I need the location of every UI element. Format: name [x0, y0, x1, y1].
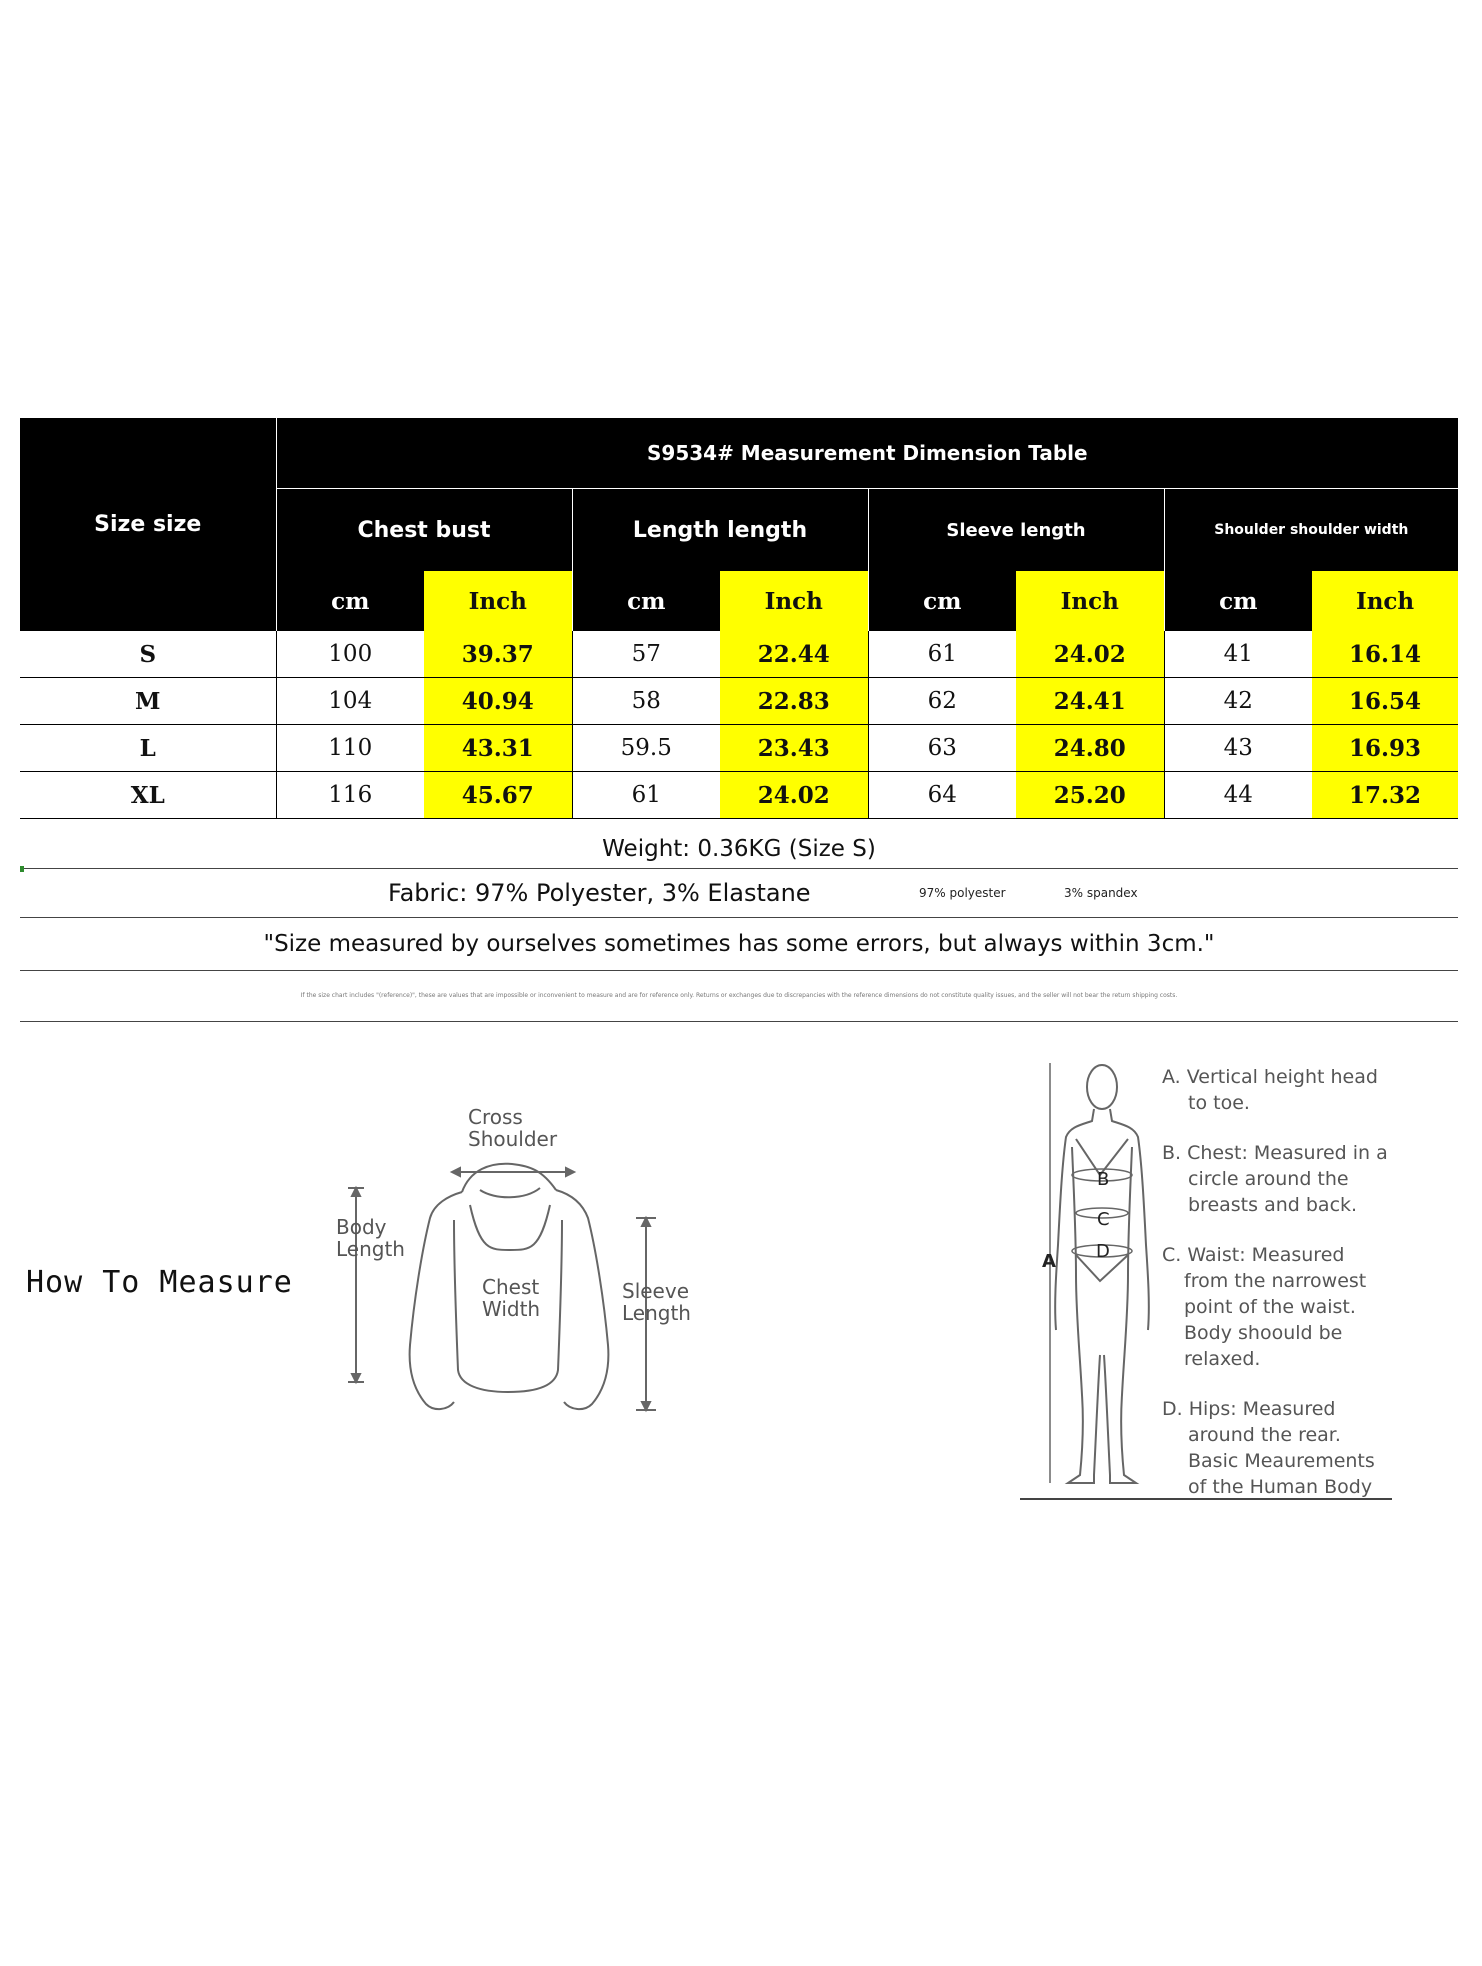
chest-inch-cell: 43.31: [424, 725, 572, 772]
unit-cm-header: cm: [1164, 571, 1312, 631]
fabric-polyester-note: 97% polyester: [919, 886, 1006, 900]
legend-b-line-3: breasts and back.: [1188, 1194, 1358, 1216]
unit-inch-header: Inch: [720, 571, 868, 631]
unit-cm-header: cm: [276, 571, 424, 631]
chest-cm-cell: 116: [276, 772, 424, 819]
size-label: S: [20, 631, 276, 678]
legend-a-line-1: A. Vertical height head: [1162, 1066, 1378, 1088]
body-length-label-2: Length: [336, 1237, 405, 1261]
shoulder-inch-cell: 16.93: [1312, 725, 1458, 772]
human-figure-outline: [1055, 1065, 1149, 1483]
size-column-header: Size size: [20, 418, 276, 631]
cross-shoulder-label-1: Cross: [468, 1105, 523, 1129]
marker-a: A: [1042, 1251, 1056, 1272]
marker-b: B: [1097, 1169, 1110, 1190]
marker-d: D: [1096, 1241, 1110, 1262]
body-measurement-diagram: [1010, 1055, 1160, 1495]
chest-width-label-2: Width: [482, 1297, 541, 1321]
chest-cm-cell: 104: [276, 678, 424, 725]
shoulder-inch-cell: 16.14: [1312, 631, 1458, 678]
size-label: XL: [20, 772, 276, 819]
sleeve-cm-cell: 64: [868, 772, 1016, 819]
chest-bust-header: Chest bust: [276, 489, 572, 572]
length-header: Length length: [572, 489, 868, 572]
sleeve-length-label-2: Length: [622, 1301, 691, 1325]
shoulder-cm-cell: 43: [1164, 725, 1312, 772]
sleeve-cm-cell: 61: [868, 631, 1016, 678]
length-inch-cell: 24.02: [720, 772, 868, 819]
how-to-measure-title: How To Measure: [26, 1265, 293, 1300]
table-row: [20, 631, 1458, 678]
shoulder-cm-cell: 44: [1164, 772, 1312, 819]
legend-d-line-4: of the Human Body: [1188, 1476, 1373, 1498]
legend-c-line-4: Body shoould be: [1184, 1322, 1343, 1344]
table-title: S9534# Measurement Dimension Table: [276, 418, 1458, 489]
sleeve-cm-cell: 63: [868, 725, 1016, 772]
legend-d-line-1: D. Hips: Measured: [1162, 1398, 1336, 1420]
shirt-measurement-diagram: [330, 1100, 710, 1430]
length-inch-cell: 23.43: [720, 725, 868, 772]
shoulder-inch-cell: 17.32: [1312, 772, 1458, 819]
size-label: M: [20, 678, 276, 725]
measure-circles: [1050, 1063, 1132, 1483]
sleeve-length-header: Sleeve length: [868, 489, 1164, 572]
length-cm-cell: 57: [572, 631, 720, 678]
sleeve-length-label-1: Sleeve: [622, 1279, 690, 1303]
legend-c-line-3: point of the waist.: [1184, 1296, 1356, 1318]
fabric-info-row: [20, 869, 1458, 918]
chest-width-label-1: Chest: [482, 1275, 540, 1299]
legend-a-line-2: to toe.: [1188, 1092, 1250, 1114]
sleeve-inch-cell: 24.41: [1016, 678, 1164, 725]
size-chart-table: [20, 418, 1458, 819]
weight-info: Weight: 0.36KG (Size S): [20, 830, 1458, 869]
length-cm-cell: 58: [572, 678, 720, 725]
shoulder-width-header: Shoulder shoulder width: [1164, 489, 1458, 572]
legend-b-line-2: circle around the: [1188, 1168, 1349, 1190]
unit-cm-header: cm: [868, 571, 1016, 631]
sleeve-inch-cell: 24.02: [1016, 631, 1164, 678]
chest-inch-cell: 45.67: [424, 772, 572, 819]
chest-cm-cell: 100: [276, 631, 424, 678]
fabric-info: Fabric: 97% Polyester, 3% Elastane: [388, 879, 811, 907]
sleeve-inch-cell: 24.80: [1016, 725, 1164, 772]
table-row: [20, 772, 1458, 819]
length-cm-cell: 61: [572, 772, 720, 819]
legend-b-line-1: B. Chest: Measured in a: [1162, 1142, 1388, 1164]
length-inch-cell: 22.83: [720, 678, 868, 725]
length-inch-cell: 22.44: [720, 631, 868, 678]
unit-cm-header: cm: [572, 571, 720, 631]
legend-c-line-1: C. Waist: Measured: [1162, 1244, 1345, 1266]
cross-shoulder-label-2: Shoulder: [468, 1127, 558, 1151]
shoulder-cm-cell: 42: [1164, 678, 1312, 725]
chest-cm-cell: 110: [276, 725, 424, 772]
legend-d-line-3: Basic Meaurements: [1188, 1450, 1375, 1472]
reference-disclaimer: If the size chart includes "(reference)", these are values that are impossible or inconvenient to measure and are for reference only. Returns or exchanges due to discrepancies with the reference dimensions do not constitute quality issues, and the seller will not bear the return shipping costs.: [20, 971, 1458, 1022]
shoulder-inch-cell: 16.54: [1312, 678, 1458, 725]
sleeve-inch-cell: 25.20: [1016, 772, 1164, 819]
measurement-error-note: "Size measured by ourselves sometimes has some errors, but always within 3cm.": [20, 918, 1458, 971]
unit-inch-header: Inch: [1016, 571, 1164, 631]
sleeve-cm-cell: 62: [868, 678, 1016, 725]
legend-underline: [1020, 1498, 1392, 1500]
chest-inch-cell: 39.37: [424, 631, 572, 678]
shoulder-cm-cell: 41: [1164, 631, 1312, 678]
legend-c-line-5: relaxed.: [1184, 1348, 1261, 1370]
chest-inch-cell: 40.94: [424, 678, 572, 725]
table-row: [20, 725, 1458, 772]
table-row: [20, 678, 1458, 725]
legend-c-line-2: from the narrowest: [1184, 1270, 1367, 1292]
unit-inch-header: Inch: [1312, 571, 1458, 631]
legend-d-line-2: around the rear.: [1188, 1424, 1341, 1446]
fabric-spandex-note: 3% spandex: [1064, 886, 1138, 900]
unit-inch-header: Inch: [424, 571, 572, 631]
body-length-label-1: Body: [336, 1215, 387, 1239]
marker-c: C: [1097, 1209, 1110, 1230]
size-label: L: [20, 725, 276, 772]
length-cm-cell: 59.5: [572, 725, 720, 772]
measurement-legend: [1162, 1064, 1388, 1500]
